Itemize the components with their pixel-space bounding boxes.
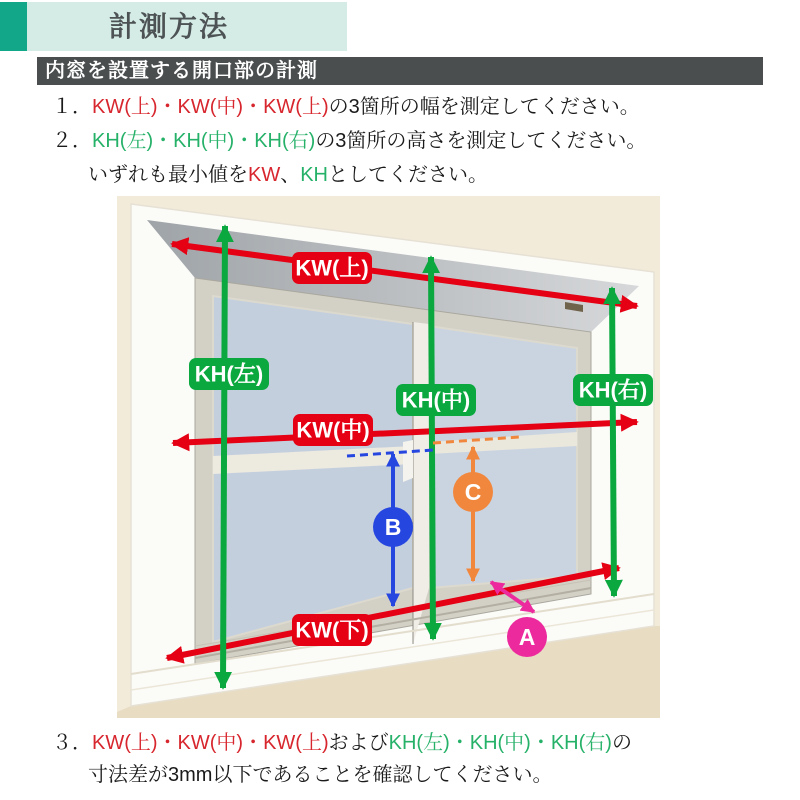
kh-right-arrow	[612, 288, 614, 596]
step-3-mid: および	[328, 732, 389, 754]
subtitle-bar	[37, 57, 763, 85]
step-2-note-sep: 、	[280, 164, 301, 186]
step-2-note-pre: いずれも最小値を	[88, 164, 248, 186]
step-2-kh-labels: KH(左)・KH(中)・KH(右)	[92, 130, 316, 152]
diagram-svg	[117, 196, 660, 718]
step-3	[52, 731, 632, 755]
step-3-number: ３．	[52, 732, 92, 754]
kh-left-label: KH(左)	[194, 361, 264, 387]
step-2-text: の3箇所の高さを測定してください。	[315, 130, 647, 152]
step-3-kw-labels: KW(上)・KW(中)・KW(上)	[92, 732, 329, 754]
kw-top-label: KW(上)	[295, 255, 369, 281]
step-1-text: の3箇所の幅を測定してください。	[328, 96, 640, 118]
section-heading: 内窓を設置する開口部の計測	[45, 60, 318, 82]
step-2	[52, 129, 646, 153]
step-2-note	[88, 163, 488, 187]
step-2-note-post: としてください。	[328, 164, 489, 186]
step-2-note-kh: KH	[300, 164, 329, 186]
step-1	[52, 95, 640, 119]
accent-square	[0, 2, 27, 51]
title-band	[27, 2, 347, 51]
kh-left-arrow	[223, 226, 225, 688]
point-a-letter: A	[518, 624, 536, 650]
step-3-post: の	[611, 732, 632, 754]
step-1-number: １．	[52, 96, 92, 118]
sash-handle	[403, 440, 413, 482]
step-2-note-kw: KW	[248, 164, 281, 186]
point-b-letter: B	[384, 514, 402, 540]
kw-bottom-label: KW(下)	[295, 617, 369, 643]
step-3-line-2-text: 寸法差が3mm以下であることを確認してください。	[88, 764, 553, 786]
glass-right-pane	[429, 326, 577, 588]
kw-middle-label: KW(中)	[296, 417, 370, 443]
step-2-number: ２．	[52, 130, 92, 152]
kh-middle-label: KH(中)	[401, 387, 471, 413]
window-measurement-diagram	[117, 196, 660, 718]
page-title: 計測方法	[109, 11, 230, 42]
kh-middle-arrow	[431, 257, 433, 639]
step-3-kh-labels: KH(左)・KH(中)・KH(右)	[388, 732, 612, 754]
center-mullion	[413, 322, 429, 644]
step-1-kw-labels: KW(上)・KW(中)・KW(上)	[92, 96, 329, 118]
point-c-letter: C	[464, 479, 482, 505]
kh-right-label: KH(右)	[578, 377, 648, 403]
step-3-line-2	[88, 763, 552, 787]
